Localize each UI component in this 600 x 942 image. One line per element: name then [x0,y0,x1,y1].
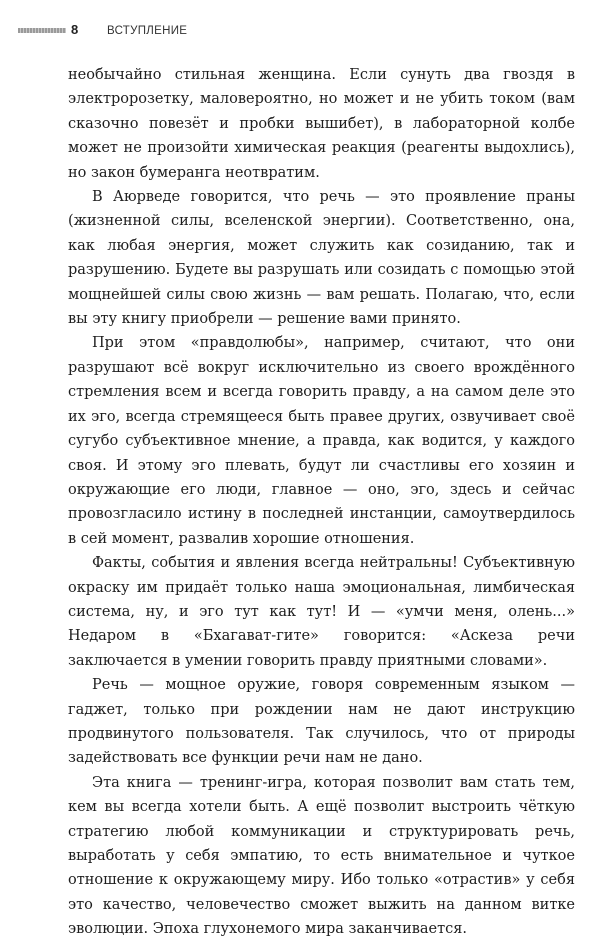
paragraph: При этом «правдолюбы», например, считают, что они разрушают всё вокруг исключительно из своего врождённого стремления всем и всегда говорить правду, а на самом деле это их эго, всегда стремящееся быть правее других, озвучивает своё сугубо субъективное мнение, а правда, как водится, у каждого своя. И этому эго плевать, будут ли счастливы его хозяин и окружающие его люди, главное — оно, эго, здесь и сейчас провозгласило истину в последней инстанции, самоутвердилось в сей момент, развалив хорошие отношения. [68,335,575,547]
paragraph: необычайно стильная женщина. Если сунуть два гвоздя в электророзетку, маловероятно, но может и не убить током (вам сказочно повезёт и пробки вышибет), в лабораторной колбе может не произойти химическая реакция (реагенты выдохлись), но закон бумеранга неотвратим. [68,67,575,181]
page-number: 8 [71,22,79,37]
body-text [68,63,575,942]
paragraph: В Аюрведе говорится, что речь — это проявление праны (жизненной силы, вселенской энергии). Соответственно, она, как любая энергия, может служить как созиданию, так и разрушению. Будете вы разрушать или созидать с помощью этой мощнейшей силы свою жизнь — вам решать. Полагаю, что, если вы эту книгу приобрели — решение вами принято. [68,189,575,328]
paragraph: Факты, события и явления всегда нейтральны! Субъективную окраску им придаёт только наша эмоциональная, лимбическая система, ну, и эго тут как тут! И — «умчи меня, олень...» Недаром в «Бхагават-гите» говорится: «Аскеза речи заключается в умении говорить правду приятными словами». [68,555,575,669]
paragraph: Эта книга — тренинг-игра, которая позволит вам стать тем, кем вы всегда хотели быть. А ещё позволит выстроить чёткую стратегию любой коммуникации и структурировать речь, выработать у себя эмпатию, то есть внимательное и чуткое отношение к окружающему миру. Ибо только «отрастив» у себя это качество, человечество сможет выжить на данном витке эволюции. Эпоха глухонемого мира заканчивается. [68,774,575,938]
running-header [0,20,600,42]
paragraph: Речь — мощное оружие, говоря современным языком — гаджет, только при рождении нам не дают инструкцию продвинутого пользователя. Так случилось, что от природы задействовать все функции речи нам не дано. [68,677,575,767]
header-decoration [18,28,66,33]
section-title: ВСТУПЛЕНИЕ [107,25,188,37]
